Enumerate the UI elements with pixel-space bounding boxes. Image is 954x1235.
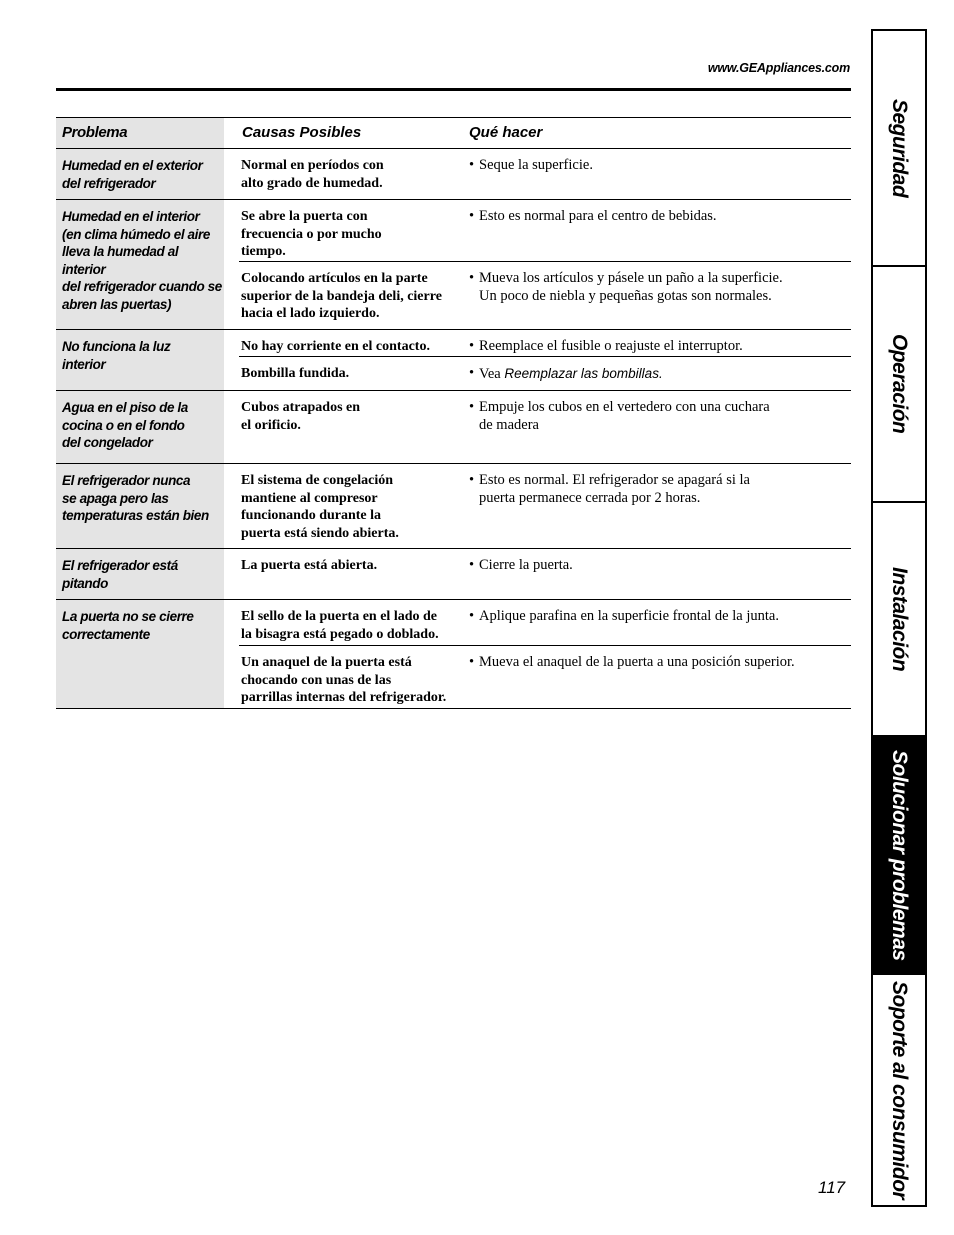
page-number: 117 xyxy=(818,1178,846,1197)
text-line: chocando con unas de las xyxy=(241,672,392,688)
text-line: mantiene al compresor xyxy=(241,490,378,506)
cause-cell xyxy=(239,262,469,329)
text-line: interior xyxy=(62,356,106,372)
text-line: Agua en el piso de la xyxy=(62,400,188,415)
text-line: superior de la bandeja deli, cierre xyxy=(241,288,442,304)
tab-label: Solucionar problemas xyxy=(888,749,911,961)
text-line: Empuje los cubos en el vertedero con una cuchara xyxy=(479,399,770,415)
section-tabs xyxy=(871,29,927,1207)
table-row xyxy=(56,149,851,200)
text-line: No hay corriente en el contacto. xyxy=(241,339,430,354)
solution-cell xyxy=(469,330,851,356)
cause-entry xyxy=(239,391,851,463)
solution-cell xyxy=(469,391,851,463)
text-line: tiempo. xyxy=(241,244,286,259)
text-line: Mueva el anaquel de la puerta a una posición superior. xyxy=(479,654,795,670)
bullet-icon: • xyxy=(469,654,475,670)
column-header-todo: Qué hacer xyxy=(469,124,543,141)
text-line: la bisagra está pegado o doblado. xyxy=(241,626,439,642)
table-row xyxy=(56,600,851,709)
cause-cell xyxy=(239,600,469,645)
text-line: Colocando artículos en la parte xyxy=(241,271,428,286)
tab-solucionar-problemas[interactable] xyxy=(873,737,925,975)
cause-entry xyxy=(239,600,851,646)
tab-label: Operación xyxy=(888,334,911,434)
table-row xyxy=(56,549,851,600)
text-line: No funciona la luz xyxy=(62,339,171,354)
table-row xyxy=(56,200,851,330)
text-line: puerta está siendo abierta. xyxy=(241,525,399,541)
solution-cell xyxy=(469,464,851,548)
text-line: Esto es normal. El refrigerador se apagará si la xyxy=(479,472,750,488)
problem-cell xyxy=(56,549,224,599)
text-line: Humedad en el interior xyxy=(62,209,200,224)
text-line: Se abre la puerta con xyxy=(241,209,368,224)
cause-cell xyxy=(239,200,469,261)
tab-soporte-al-consumidor[interactable] xyxy=(873,975,925,1205)
table-row xyxy=(56,391,851,464)
text-line: Bombilla fundida. xyxy=(241,366,350,381)
todo-prefix: Vea xyxy=(479,366,501,382)
text-line: La puerta está abierta. xyxy=(241,558,378,573)
tab-label: Instalación xyxy=(888,566,911,672)
text-line: pitando xyxy=(62,575,108,591)
text-line: La puerta no se cierre xyxy=(62,609,194,624)
problem-cell xyxy=(56,391,224,463)
cause-cell xyxy=(239,357,469,390)
column-header-problem: Problema xyxy=(56,118,224,148)
problem-cell xyxy=(56,149,224,199)
cause-cell xyxy=(239,391,469,463)
cause-entry xyxy=(239,464,851,548)
solution-cell xyxy=(469,200,851,261)
cause-cell xyxy=(239,149,469,199)
text-line: Humedad en el exterior xyxy=(62,158,203,173)
cause-entry xyxy=(239,262,851,329)
problem-cell xyxy=(56,330,224,390)
text-line: El sistema de congelación xyxy=(241,473,394,488)
text-line: (en clima húmedo el aire xyxy=(62,226,210,242)
cause-cell xyxy=(239,646,469,708)
solution-cell xyxy=(469,149,851,199)
text-line: se apaga pero las xyxy=(62,490,169,506)
text-line: abren las puertas) xyxy=(62,296,172,312)
cause-cell xyxy=(239,330,469,356)
text-line: El refrigerador nunca xyxy=(62,473,191,488)
cross-reference-link: Reemplazar las bombillas. xyxy=(504,366,663,381)
tab-label: Seguridad xyxy=(888,98,911,198)
text-line: Cierre la puerta. xyxy=(479,557,573,573)
text-line: el orificio. xyxy=(241,417,301,433)
solution-cell xyxy=(469,357,851,390)
text-line: temperaturas están bien xyxy=(62,508,209,523)
troubleshooting-table xyxy=(56,117,851,709)
text-line: lleva la humedad al interior xyxy=(62,244,179,277)
table-row xyxy=(56,330,851,391)
text-line: El sello de la puerta en el lado de xyxy=(241,609,437,624)
text-line: del refrigerador cuando se xyxy=(62,279,222,294)
solution-cell xyxy=(469,549,851,599)
text-line: hacia el lado izquierdo. xyxy=(241,306,380,321)
bullet-icon: • xyxy=(469,365,475,381)
text-line: Esto es normal para el centro de bebidas. xyxy=(479,208,717,224)
cause-cell xyxy=(239,549,469,599)
tab-instalacion[interactable] xyxy=(873,503,925,737)
solution-cell xyxy=(469,262,851,329)
text-line: funcionando durante la xyxy=(241,508,382,523)
cause-entry xyxy=(239,646,851,708)
bullet-icon: • xyxy=(469,208,475,224)
text-line: correctamente xyxy=(62,626,150,642)
cause-entry xyxy=(239,549,851,599)
website-url: www.GEAppliances.com xyxy=(707,61,850,75)
text-line: Un poco de niebla y pequeñas gotas son normales. xyxy=(479,287,772,304)
text-line: El refrigerador está xyxy=(62,558,178,573)
cause-entry xyxy=(239,357,851,390)
text-line: frecuencia o por mucho xyxy=(241,226,382,242)
tab-operacion[interactable] xyxy=(873,267,925,503)
text-line: Mueva los artículos y pásele un paño a la superficie. xyxy=(479,270,783,286)
cause-entry xyxy=(239,149,851,199)
problem-cell xyxy=(56,600,224,708)
bullet-icon: • xyxy=(469,399,475,415)
bullet-icon: • xyxy=(469,472,475,488)
column-header-causes: Causas Posibles xyxy=(242,124,362,141)
bullet-icon: • xyxy=(469,608,475,624)
text-line: Cubos atrapados en xyxy=(241,400,361,415)
table-header xyxy=(56,117,851,149)
text-line: Aplique parafina en la superficie frontal de la junta. xyxy=(479,608,779,624)
text-line: de madera xyxy=(479,416,539,433)
cause-cell xyxy=(239,464,469,548)
bullet-icon: • xyxy=(469,157,475,173)
problem-cell xyxy=(56,200,224,329)
text-line: alto grado de humedad. xyxy=(241,175,383,191)
text-line: cocina o en el fondo xyxy=(62,417,185,433)
solution-cell xyxy=(469,600,851,645)
table-row xyxy=(56,464,851,549)
solution-cell xyxy=(469,646,851,708)
text-line: puerta permanece cerrada por 2 horas. xyxy=(479,489,701,506)
bullet-icon: • xyxy=(469,557,475,573)
text-line: Normal en períodos con xyxy=(241,158,384,173)
text-line: Reemplace el fusible o reajuste el interruptor. xyxy=(479,338,743,354)
cause-entry xyxy=(239,330,851,357)
text-line: Seque la superficie. xyxy=(479,157,593,173)
text-line: parrillas internas del refrigerador. xyxy=(241,690,447,705)
text-line: del refrigerador xyxy=(62,175,156,191)
cause-entry xyxy=(239,200,851,262)
tab-seguridad[interactable] xyxy=(873,31,925,267)
bullet-icon: • xyxy=(469,270,475,286)
bullet-icon: • xyxy=(469,338,475,354)
header-rule xyxy=(56,88,851,91)
text-line: Un anaquel de la puerta está xyxy=(241,655,412,670)
problem-cell xyxy=(56,464,224,548)
text-line: del congelador xyxy=(62,435,153,450)
tab-label: Soporte al consumidor xyxy=(888,980,911,1200)
